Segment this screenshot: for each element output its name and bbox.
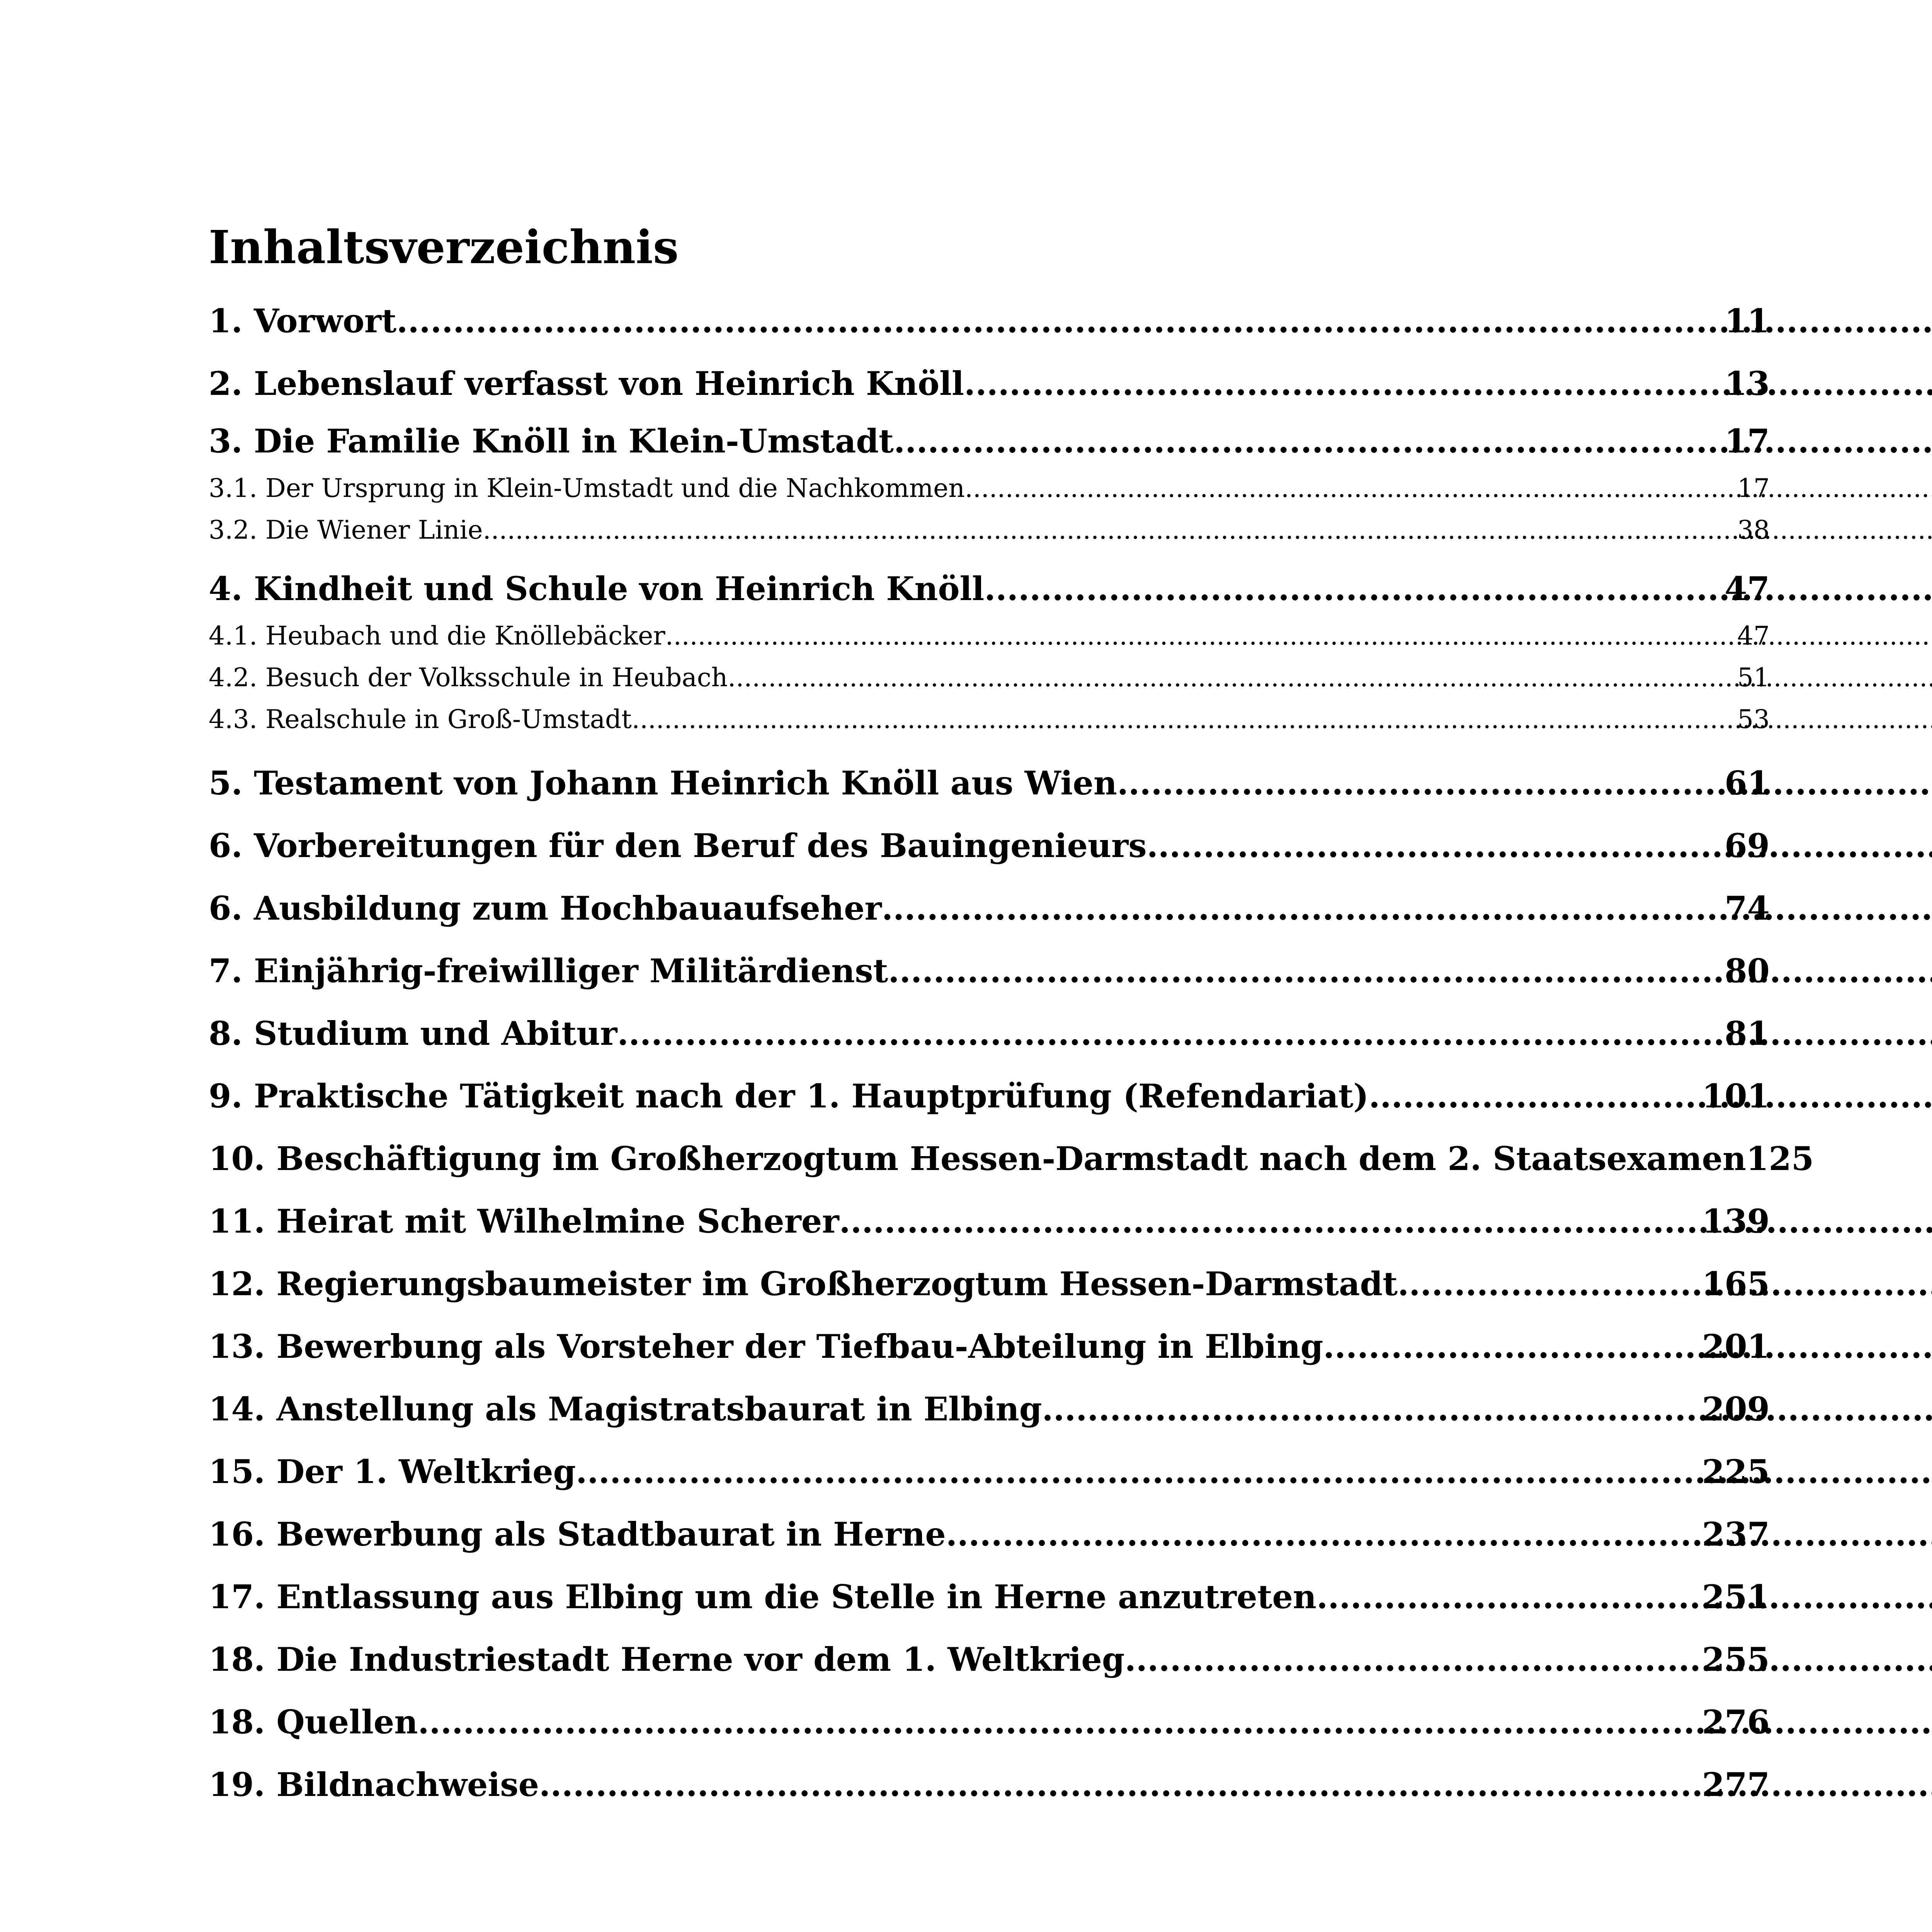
toc-dot-leader: [728, 657, 1737, 699]
toc-page-number: 81: [1725, 1014, 1770, 1053]
toc-page-number: 61: [1725, 764, 1770, 802]
toc-entry-title: 11. Heirat mit Wilhelmine Scherer: [209, 1202, 839, 1240]
toc-chapter-entry: [209, 415, 1770, 468]
toc-chapter-entry: [209, 1753, 1770, 1816]
toc-dot-leader: [984, 563, 1725, 615]
toc-entry-title: 6. Ausbildung zum Hochbauaufseher: [209, 889, 882, 927]
toc-entry-title: 14. Anstellung als Magistratsbaurat in Elbing: [209, 1390, 1042, 1428]
toc-dot-leader: [617, 1002, 1725, 1065]
toc-page-number: 225: [1702, 1452, 1770, 1491]
toc-section-entry: [209, 657, 1770, 699]
toc-page-number: 53: [1737, 704, 1770, 734]
toc-page-number: 201: [1702, 1327, 1770, 1366]
toc-page-number: 13: [1725, 364, 1770, 403]
toc-section-entry: [209, 509, 1770, 551]
toc-dot-leader: [894, 415, 1725, 468]
toc-dot-leader: [576, 1440, 1702, 1503]
toc-dot-leader: [1369, 1065, 1702, 1128]
toc-page-number: 139: [1702, 1202, 1770, 1240]
toc-page-number: 47: [1725, 570, 1770, 608]
toc-entry-title: 4.3. Realschule in Groß-Umstadt: [209, 704, 632, 734]
toc-dot-leader: [965, 468, 1737, 509]
toc-dot-leader: [539, 1753, 1702, 1816]
toc-entry-title: 18. Quellen: [209, 1703, 418, 1741]
toc-entry-title: 9. Praktische Tätigkeit nach der 1. Hauptprüfung (Refendariat): [209, 1077, 1369, 1115]
toc-chapter-entry: [209, 1628, 1770, 1691]
toc-entry-title: 18. Die Industriestadt Herne vor dem 1. Weltkrieg: [209, 1640, 1125, 1679]
toc-chapter-entry: [209, 1378, 1770, 1440]
toc-entry-list: [209, 290, 1814, 1816]
toc-section-entry: [209, 468, 1770, 509]
toc-heading: Inhaltsverzeichnis: [209, 220, 679, 274]
toc-dot-leader: [665, 615, 1737, 657]
toc-entry-title: 13. Bewerbung als Vorsteher der Tiefbau-Abteilung in Elbing: [209, 1327, 1323, 1366]
toc-entry-title: 1. Vorwort: [209, 302, 397, 340]
toc-chapter-entry: [209, 563, 1770, 615]
toc-chapter-entry: [209, 752, 1770, 815]
toc-entry-title: 7. Einjährig-freiwilliger Militärdienst: [209, 952, 888, 990]
toc-chapter-entry: [209, 815, 1770, 877]
toc-page-number: 80: [1725, 952, 1770, 990]
toc-chapter-entry: [209, 940, 1770, 1002]
toc-entry-title: 10. Beschäftigung im Großherzogtum Hessen-Darmstadt nach dem 2. Staatsexamen: [209, 1139, 1747, 1178]
toc-page-number: 74: [1725, 889, 1770, 927]
toc-page-number: 237: [1702, 1515, 1770, 1553]
toc-chapter-entry: [209, 877, 1770, 940]
toc-page-number: 276: [1702, 1703, 1770, 1741]
toc-dot-leader: [1323, 1315, 1702, 1378]
toc-dot-leader: [1398, 1253, 1702, 1315]
toc-entry-title: 3.1. Der Ursprung in Klein-Umstadt und die Nachkommen: [209, 473, 965, 503]
toc-page-number: 251: [1702, 1578, 1770, 1616]
toc-page-number: 209: [1702, 1390, 1770, 1428]
toc-dot-leader: [1125, 1628, 1702, 1691]
toc-entry-title: 2. Lebenslauf verfasst von Heinrich Knöll: [209, 364, 964, 403]
toc-dot-leader: [964, 352, 1725, 415]
toc-entry-title: 5. Testament von Johann Heinrich Knöll aus Wien: [209, 764, 1117, 802]
toc-dot-leader: [946, 1503, 1702, 1566]
toc-chapter-entry: [209, 290, 1770, 352]
toc-page-number: 125: [1746, 1139, 1814, 1178]
toc-page-number: 277: [1702, 1765, 1770, 1804]
toc-entry-title: 3. Die Familie Knöll in Klein-Umstadt: [209, 422, 894, 460]
toc-page-number: 38: [1737, 515, 1770, 545]
toc-entry-title: 19. Bildnachweise: [209, 1765, 539, 1804]
toc-dot-leader: [839, 1190, 1702, 1253]
toc-chapter-entry: [209, 1002, 1770, 1065]
toc-page-number: 47: [1737, 621, 1770, 651]
toc-dot-leader: [1042, 1378, 1702, 1440]
table-of-contents: [209, 216, 1814, 1816]
toc-section-entry: [209, 699, 1770, 740]
toc-dot-leader: [1316, 1566, 1702, 1628]
toc-page-number: 165: [1702, 1265, 1770, 1303]
toc-chapter-entry: [209, 1190, 1770, 1253]
toc-chapter-entry: [209, 1315, 1770, 1378]
toc-page-number: 101: [1702, 1077, 1770, 1115]
toc-entry-title: 4. Kindheit und Schule von Heinrich Knöll: [209, 570, 985, 608]
toc-dot-leader: [396, 290, 1725, 352]
toc-chapter-entry: [209, 1128, 1814, 1190]
toc-entry-title: 12. Regierungsbaumeister im Großherzogtum Hessen-Darmstadt: [209, 1265, 1398, 1303]
toc-page-number: 17: [1737, 473, 1770, 503]
toc-chapter-entry: [209, 1691, 1770, 1753]
toc-entry-title: 8. Studium und Abitur: [209, 1014, 617, 1053]
toc-chapter-entry: [209, 352, 1770, 415]
toc-entry-title: 15. Der 1. Weltkrieg: [209, 1452, 576, 1491]
toc-section-entry: [209, 615, 1770, 657]
toc-page-number: 51: [1737, 663, 1770, 692]
toc-entry-title: 4.1. Heubach und die Knöllebäcker: [209, 621, 665, 651]
toc-dot-leader: [888, 940, 1725, 1002]
toc-dot-leader: [418, 1691, 1702, 1753]
toc-dot-leader: [882, 877, 1725, 940]
toc-page-number: 255: [1702, 1640, 1770, 1679]
toc-chapter-entry: [209, 1566, 1770, 1628]
toc-chapter-entry: [209, 1503, 1770, 1566]
toc-chapter-entry: [209, 1440, 1770, 1503]
toc-page-number: 69: [1725, 827, 1770, 865]
toc-entry-title: 3.2. Die Wiener Linie: [209, 515, 483, 545]
toc-entry-title: 16. Bewerbung als Stadtbaurat in Herne: [209, 1515, 946, 1553]
toc-dot-leader: [1117, 752, 1725, 815]
toc-page-number: 11: [1725, 302, 1770, 340]
toc-chapter-entry: [209, 1065, 1770, 1128]
toc-entry-title: 4.2. Besuch der Volksschule in Heubach: [209, 663, 728, 692]
toc-chapter-entry: [209, 1253, 1770, 1315]
toc-dot-leader: [483, 509, 1737, 551]
toc-page-number: 17: [1725, 422, 1770, 460]
toc-entry-title: 17. Entlassung aus Elbing um die Stelle in Herne anzutreten: [209, 1578, 1317, 1616]
toc-dot-leader: [1147, 815, 1725, 877]
toc-entry-title: 6. Vorbereitungen für den Beruf des Bauingenieurs: [209, 827, 1147, 865]
toc-dot-leader: [632, 699, 1737, 740]
